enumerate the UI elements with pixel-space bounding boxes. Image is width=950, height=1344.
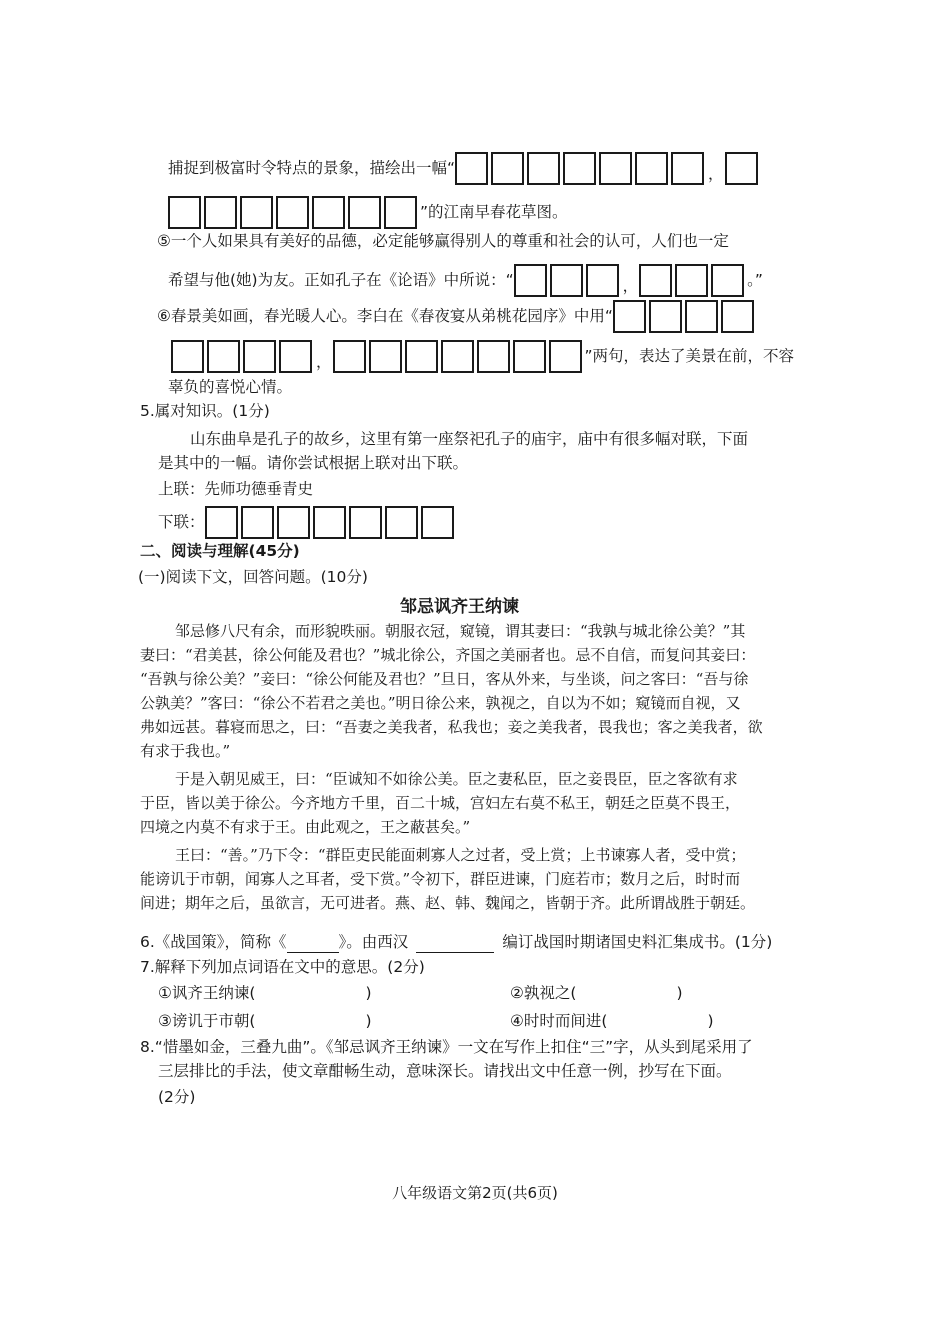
passage-line: 能谤讥于市朝，闻寡人之耳者，受下赏。”令初下，群臣进谏，门庭若市；数月之后，时时而 [140, 870, 741, 888]
answer-box[interactable] [550, 264, 583, 297]
answer-box[interactable] [549, 340, 582, 373]
passage-line: 于是入朝见威王，曰：“臣诚知不如徐公美。臣之妻私臣，臣之妾畏臣，臣之客欲有求 [175, 770, 738, 788]
q4-item6-line1 [157, 300, 757, 333]
close-paren: ) [707, 1012, 714, 1030]
q4-line1-text: 捕捉到极富时令特点的景象，描绘出一幅“ [168, 159, 456, 177]
answer-box[interactable] [312, 196, 345, 229]
section2-title: 二、阅读与理解(45分) [140, 542, 300, 560]
q4-line1 [168, 152, 761, 185]
q7-item2 [510, 982, 683, 1004]
q4-line2-text: ”的江南早春花草图。 [420, 203, 568, 221]
passage-line: 公孰美？”客曰：“徐公不若君之美也。”明日徐公来，孰视之，自以为不如；窥镜而自视，又 [140, 694, 741, 712]
answer-box[interactable] [168, 196, 201, 229]
passage-line: 于臣，皆以美于徐公。今齐地方千里，百二十城，宫妇左右莫不私王，朝廷之臣莫不畏王， [140, 794, 741, 812]
answer-box[interactable] [207, 340, 240, 373]
q7-item2-text: ②孰视之( [510, 984, 577, 1002]
q6-text-b: 》。由西汉 [338, 933, 409, 951]
q6 [140, 930, 772, 953]
answer-box-group [205, 513, 457, 531]
passage-line: 妻曰：“君美甚，徐公何能及君也？”城北徐公，齐国之美丽者也。忌不自信，而复问其妾曰： [140, 646, 756, 664]
answer-box[interactable] [441, 340, 474, 373]
passage-line: “吾孰与徐公美？”妾曰：“徐公何能及君也？”旦日，客从外来，与坐谈，问之客曰：“吾与徐 [140, 670, 749, 688]
answer-box[interactable] [348, 196, 381, 229]
answer-box[interactable] [671, 152, 704, 185]
q7-item3 [158, 1010, 372, 1032]
answer-blank[interactable] [607, 1010, 707, 1032]
q6-text-c: 编订战国时期诸国史料汇集成书。(1分) [502, 933, 773, 951]
answer-box[interactable] [685, 300, 718, 333]
answer-box[interactable] [171, 340, 204, 373]
answer-box[interactable] [369, 340, 402, 373]
separator: ， [316, 353, 332, 371]
answer-box[interactable] [405, 340, 438, 373]
q7-item1-text: ①讽齐王纳谏( [158, 984, 256, 1002]
q7-title: 7.解释下列加点词语在文中的意思。(2分) [140, 958, 425, 976]
passage-line: 有求于我也。” [140, 742, 231, 760]
close-paren: ) [365, 984, 372, 1002]
answer-box[interactable] [276, 196, 309, 229]
q5-lower-label: 下联： [158, 513, 205, 531]
answer-box[interactable] [563, 152, 596, 185]
answer-box[interactable] [349, 506, 382, 539]
passage-line: 四境之内莫不有求于王。由此观之，王之蔽甚矣。” [140, 818, 471, 836]
q8-line2: 三层排比的手法，使文章酣畅生动，意味深长。请找出文中任意一例，抄写在下面。 [158, 1062, 732, 1080]
q5-title: 5.属对知识。(1分) [140, 402, 270, 420]
q4-line2 [168, 196, 568, 229]
answer-box[interactable] [313, 506, 346, 539]
answer-box[interactable] [205, 506, 238, 539]
answer-blank[interactable] [576, 982, 676, 1004]
q4-item6-tail: ”两句，表达了美景在前，不容 [584, 347, 795, 365]
answer-blank[interactable] [416, 930, 494, 953]
answer-box[interactable] [721, 300, 754, 333]
section2-part1: (一)阅读下文，回答问题。(10分) [138, 568, 368, 586]
q8-line3: (2分) [158, 1088, 196, 1106]
answer-box[interactable] [455, 152, 488, 185]
answer-box[interactable] [477, 340, 510, 373]
q5-lower-couplet [158, 506, 457, 539]
answer-box[interactable] [586, 264, 619, 297]
q5-para2: 是其中的一幅。请你尝试根据上联对出下联。 [158, 454, 469, 472]
answer-box[interactable] [635, 152, 668, 185]
q7-item1 [158, 982, 372, 1004]
passage-line: 邹忌修八尺有余，而形貌昳丽。朝服衣冠，窥镜，谓其妻曰：“我孰与城北徐公美？”其 [175, 622, 746, 640]
passage-title: 邹忌讽齐王纳谏 [400, 597, 519, 617]
answer-box[interactable] [241, 506, 274, 539]
answer-box[interactable] [639, 264, 672, 297]
answer-box[interactable] [491, 152, 524, 185]
q4-item5-line1: ⑤一个人如果具有美好的品德，必定能够赢得别人的尊重和社会的认可，人们也一定 [157, 232, 729, 250]
passage-line: 王曰：“善。”乃下令：“群臣吏民能面刺寡人之过者，受上赏；上书谏寡人者，受中赏； [175, 846, 746, 864]
answer-blank[interactable] [255, 1010, 365, 1032]
q5-upper-couplet: 上联：先师功德垂青史 [158, 480, 314, 498]
q4-item5-line2 [168, 264, 763, 297]
q7-item4 [510, 1010, 714, 1032]
answer-box[interactable] [333, 340, 366, 373]
q4-item5-text: 希望与他(她)为友。正如孔子在《论语》中所说：“ [168, 271, 514, 289]
q7-item4-text: ④时时而间进( [510, 1012, 608, 1030]
answer-box[interactable] [240, 196, 273, 229]
answer-box[interactable] [675, 264, 708, 297]
answer-box[interactable] [725, 152, 758, 185]
q7-item3-text: ③谤讥于市朝( [158, 1012, 256, 1030]
answer-box-group [168, 203, 420, 221]
answer-box[interactable] [421, 506, 454, 539]
answer-box-group [455, 159, 707, 177]
close-paren: ) [365, 1012, 372, 1030]
answer-box[interactable] [649, 300, 682, 333]
answer-box[interactable] [599, 152, 632, 185]
q4-item6-line3: 辜负的喜悦心情。 [168, 378, 293, 396]
answer-box[interactable] [514, 264, 547, 297]
answer-box[interactable] [711, 264, 744, 297]
answer-box[interactable] [384, 196, 417, 229]
answer-blank[interactable] [255, 982, 365, 1004]
answer-box[interactable] [243, 340, 276, 373]
answer-box[interactable] [513, 340, 546, 373]
separator: 。” [747, 271, 763, 289]
close-paren: ) [676, 984, 683, 1002]
answer-box[interactable] [385, 506, 418, 539]
q5-para1: 山东曲阜是孔子的故乡，这里有第一座祭祀孔子的庙宇，庙中有很多幅对联，下面 [190, 430, 749, 448]
q6-text-a: 6.《战国策》，简称《 [140, 933, 287, 951]
separator: ， [708, 165, 724, 183]
q8-line1: 8.“惜墨如金，三叠九曲”。《邹忌讽齐王纳谏》一文在写作上扣住“三”字，从头到尾采用了 [140, 1038, 753, 1056]
answer-blank[interactable] [287, 930, 339, 953]
answer-box[interactable] [527, 152, 560, 185]
answer-box[interactable] [204, 196, 237, 229]
answer-box[interactable] [277, 506, 310, 539]
passage-line: 弗如远甚。暮寝而思之，曰：“吾妻之美我者，私我也；妾之美我者，畏我也；客之美我者，欲 [140, 718, 763, 736]
page-footer: 八年级语文第2页(共6页) [392, 1184, 558, 1202]
separator: ， [622, 277, 639, 295]
q4-item6-line2 [171, 340, 794, 373]
answer-box[interactable] [613, 300, 646, 333]
q4-item6-text: ⑥春景美如画，春光暖人心。李白在《春夜宴从弟桃花园序》中用“ [157, 307, 613, 325]
answer-box[interactable] [279, 340, 312, 373]
passage-line: 间进；期年之后，虽欲言，无可进者。燕、赵、韩、魏闻之，皆朝于齐。此所谓战胜于朝廷。 [140, 894, 756, 912]
